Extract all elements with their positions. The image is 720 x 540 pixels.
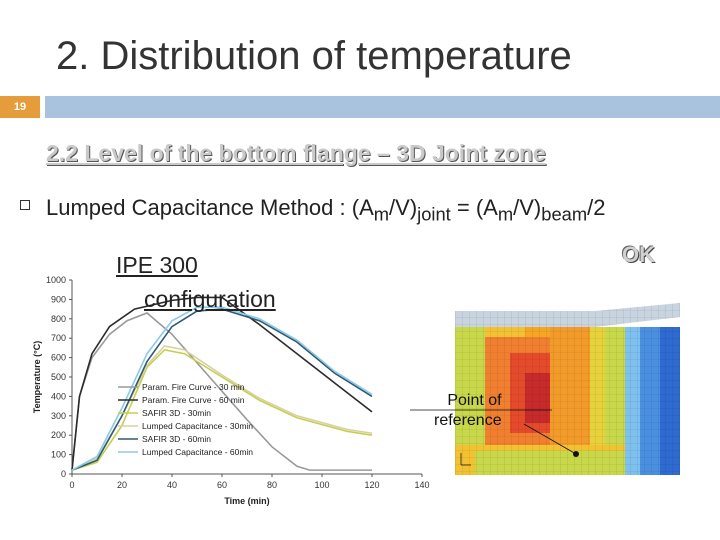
legend-label: Param. Fire Curve - 60 min xyxy=(142,395,245,405)
x-tick-label: 20 xyxy=(116,480,128,490)
x-tick-label: 120 xyxy=(364,480,380,490)
header-rule-bar xyxy=(45,96,720,118)
section-subtitle: 2.2 Level of the bottom flange – 3D Joint zone xyxy=(46,140,546,166)
config-line-2: configuration xyxy=(144,286,276,312)
y-tick-label: 600 xyxy=(50,352,66,363)
bullet-suffix: /2 xyxy=(587,195,606,220)
x-tick-label: 140 xyxy=(414,480,430,490)
subscript-m: m xyxy=(373,203,390,225)
x-tick-label: 80 xyxy=(266,480,278,490)
bullet-text xyxy=(46,192,606,230)
point-of-reference-line-2: reference xyxy=(434,412,502,429)
subscript-m2: m xyxy=(497,203,514,225)
bullet-mid2: = (A xyxy=(450,195,498,220)
y-tick-label: 500 xyxy=(50,372,66,382)
y-tick-label: 300 xyxy=(50,410,66,421)
legend-label: Param. Fire Curve - 30 min xyxy=(142,382,245,392)
bullet-mid1: /V) xyxy=(389,195,418,220)
legend-label: SAFIR 3D - 30min xyxy=(142,408,211,418)
hollow-square-bullet-icon xyxy=(20,200,30,210)
legend-label: Lumped Capacitance - 60min xyxy=(142,447,254,457)
bullet-mid3: /V) xyxy=(513,195,542,220)
ok-label: OK xyxy=(622,242,655,267)
legend-label: Lumped Capacitance - 30min xyxy=(142,421,254,431)
x-tick-label: 100 xyxy=(314,480,330,490)
x-tick-label: 60 xyxy=(216,480,228,490)
config-line-1: IPE 300 xyxy=(116,252,198,278)
config-label xyxy=(116,248,276,316)
y-tick-label: 1000 xyxy=(45,275,66,285)
y-tick-label: 900 xyxy=(50,294,66,305)
y-tick-label: 800 xyxy=(50,313,66,324)
y-tick-label: 100 xyxy=(50,449,66,460)
y-tick-label: 700 xyxy=(50,333,66,344)
subscript-joint: joint xyxy=(417,203,451,225)
y-tick-label: 0 xyxy=(60,469,66,479)
x-tick-label: 0 xyxy=(69,480,75,490)
point-of-reference-line-1: Point of xyxy=(447,392,502,409)
y-tick-label: 400 xyxy=(50,391,66,402)
point-of-reference-label xyxy=(408,391,502,431)
bullet-prefix: Lumped Capacitance Method : (A xyxy=(46,195,374,220)
slide-number-badge: 19 xyxy=(0,96,40,118)
slide-title: 2. Distribution of temperature xyxy=(56,34,572,78)
legend-label: SAFIR 3D - 60min xyxy=(142,434,211,444)
x-axis-label: Time (min) xyxy=(224,496,270,506)
y-tick-label: 200 xyxy=(50,430,66,441)
subscript-beam: beam xyxy=(541,203,588,225)
y-axis-label: Temperature (°C) xyxy=(32,340,42,414)
x-tick-label: 40 xyxy=(166,480,178,490)
